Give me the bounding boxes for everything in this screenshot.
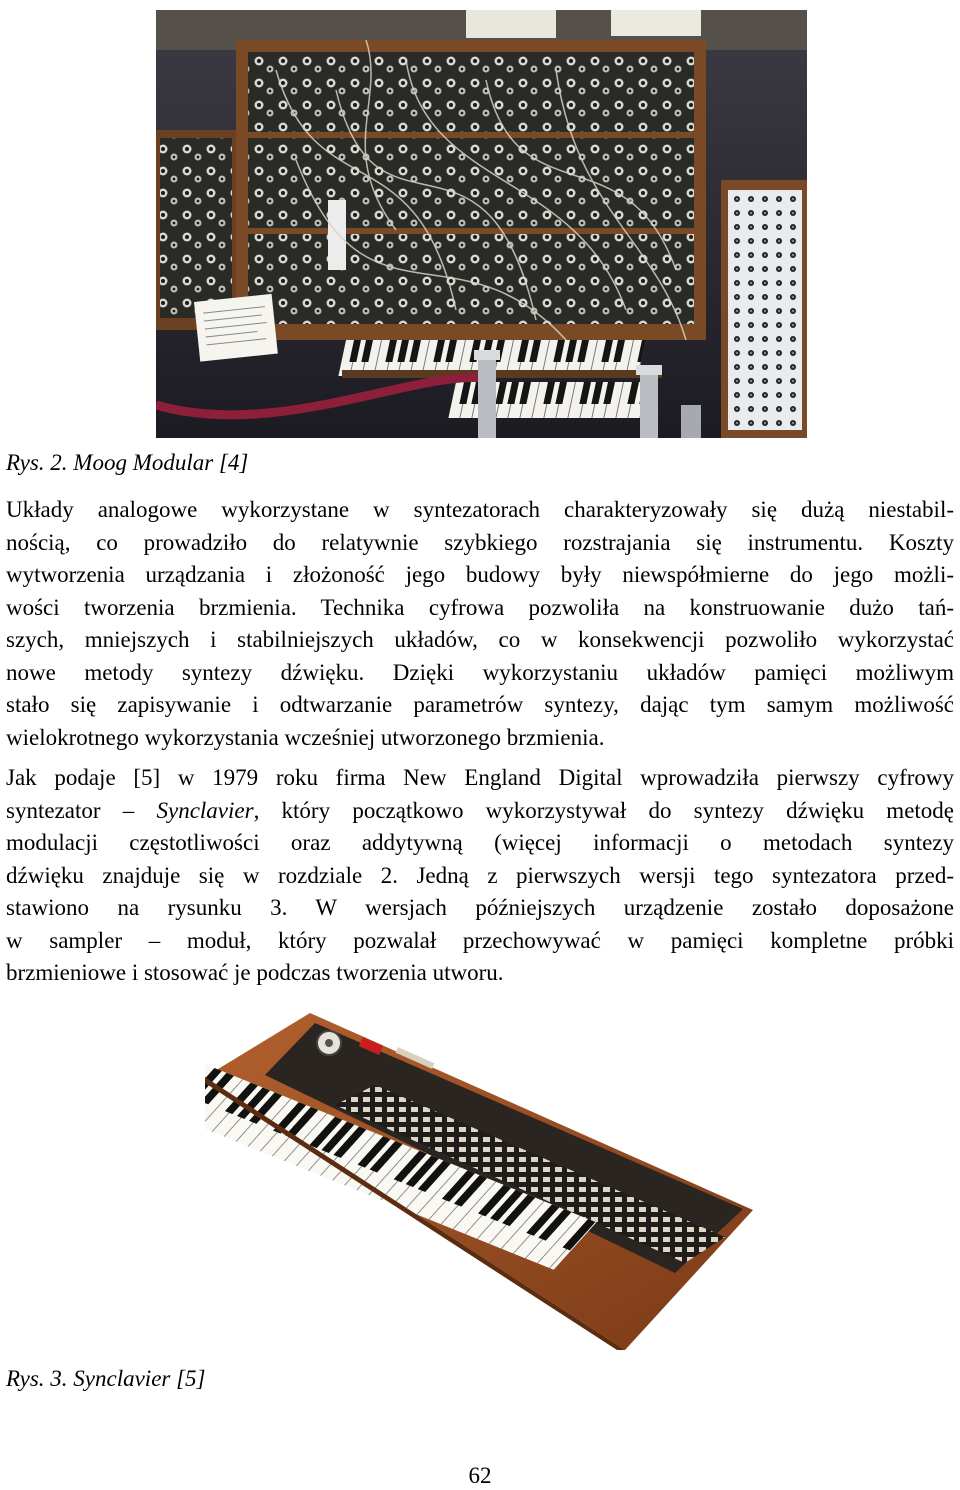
figure-2-caption: Rys. 2. Moog Modular [4] (6, 450, 249, 475)
text-line: modulacji częstotliwości oraz addytywną (więcej informacji o metodach syntezy (6, 830, 954, 855)
text-line: w sampler – moduł, który pozwalał przechowywać w pamięci kompletne próbki (6, 927, 954, 953)
paragraph-synclavier (6, 762, 954, 990)
text-line: stawiono na rysunku 3. W wersjach późniejszych urządzenie zostało doposażone (6, 895, 954, 920)
text-line: nowe metody syntezy dźwięku. Dzięki wykorzystaniu układów pamięci możliwym (6, 659, 954, 685)
text-line: Jak podaje [5] w 1979 roku firma New England Digital wprowadziła pierwszy cyfrowy (6, 765, 954, 790)
figure-3-caption: Rys. 3. Synclavier [5] (6, 1366, 206, 1391)
text-line: stało się zapisywanie i odtwarzanie parametrów syntezy, dając tym samym możliwość (6, 692, 954, 717)
text-fragment: , który początkowo wykorzystywał do syntezy dźwięku metodę (253, 797, 954, 823)
text-line: wości tworzenia brzmienia. Technika cyfrowa pozwoliła na konstruowanie dużo tań- (6, 594, 954, 620)
text-line: szych, mniejszych i stabilniejszych układów, co w konsekwencji pozwoliło wykorzystać (6, 627, 954, 652)
text-line: Układy analogowe wykorzystane w syntezatorach charakteryzowały się dużą niestabil- (6, 497, 954, 522)
text-line: brzmieniowe i stosować je podczas tworzenia utworu. (6, 960, 504, 985)
text-line (6, 795, 954, 828)
synclavier-photo (205, 1005, 755, 1350)
moog-modular-photo (156, 10, 807, 438)
paragraph-analog-synths (6, 494, 954, 754)
text-line: nością, co prowadziło do relatywnie szybkiego rozstrajania się instrumentu. Koszty (6, 529, 954, 555)
page-number: 62 (468, 1463, 492, 1488)
text-fragment: syntezator – (6, 797, 157, 823)
text-line: dźwięku znajduje się w rozdziale 2. Jedną z pierwszych wersji tego syntezatora przed- (6, 862, 954, 888)
synclavier-name: Synclavier (156, 797, 254, 823)
text-line: wytworzenia urządzania i złożoność jego budowy były niewspółmierne do jego możli- (6, 562, 954, 587)
text-line: wielokrotnego wykorzystania wcześniej utworzonego brzmienia. (6, 724, 605, 750)
